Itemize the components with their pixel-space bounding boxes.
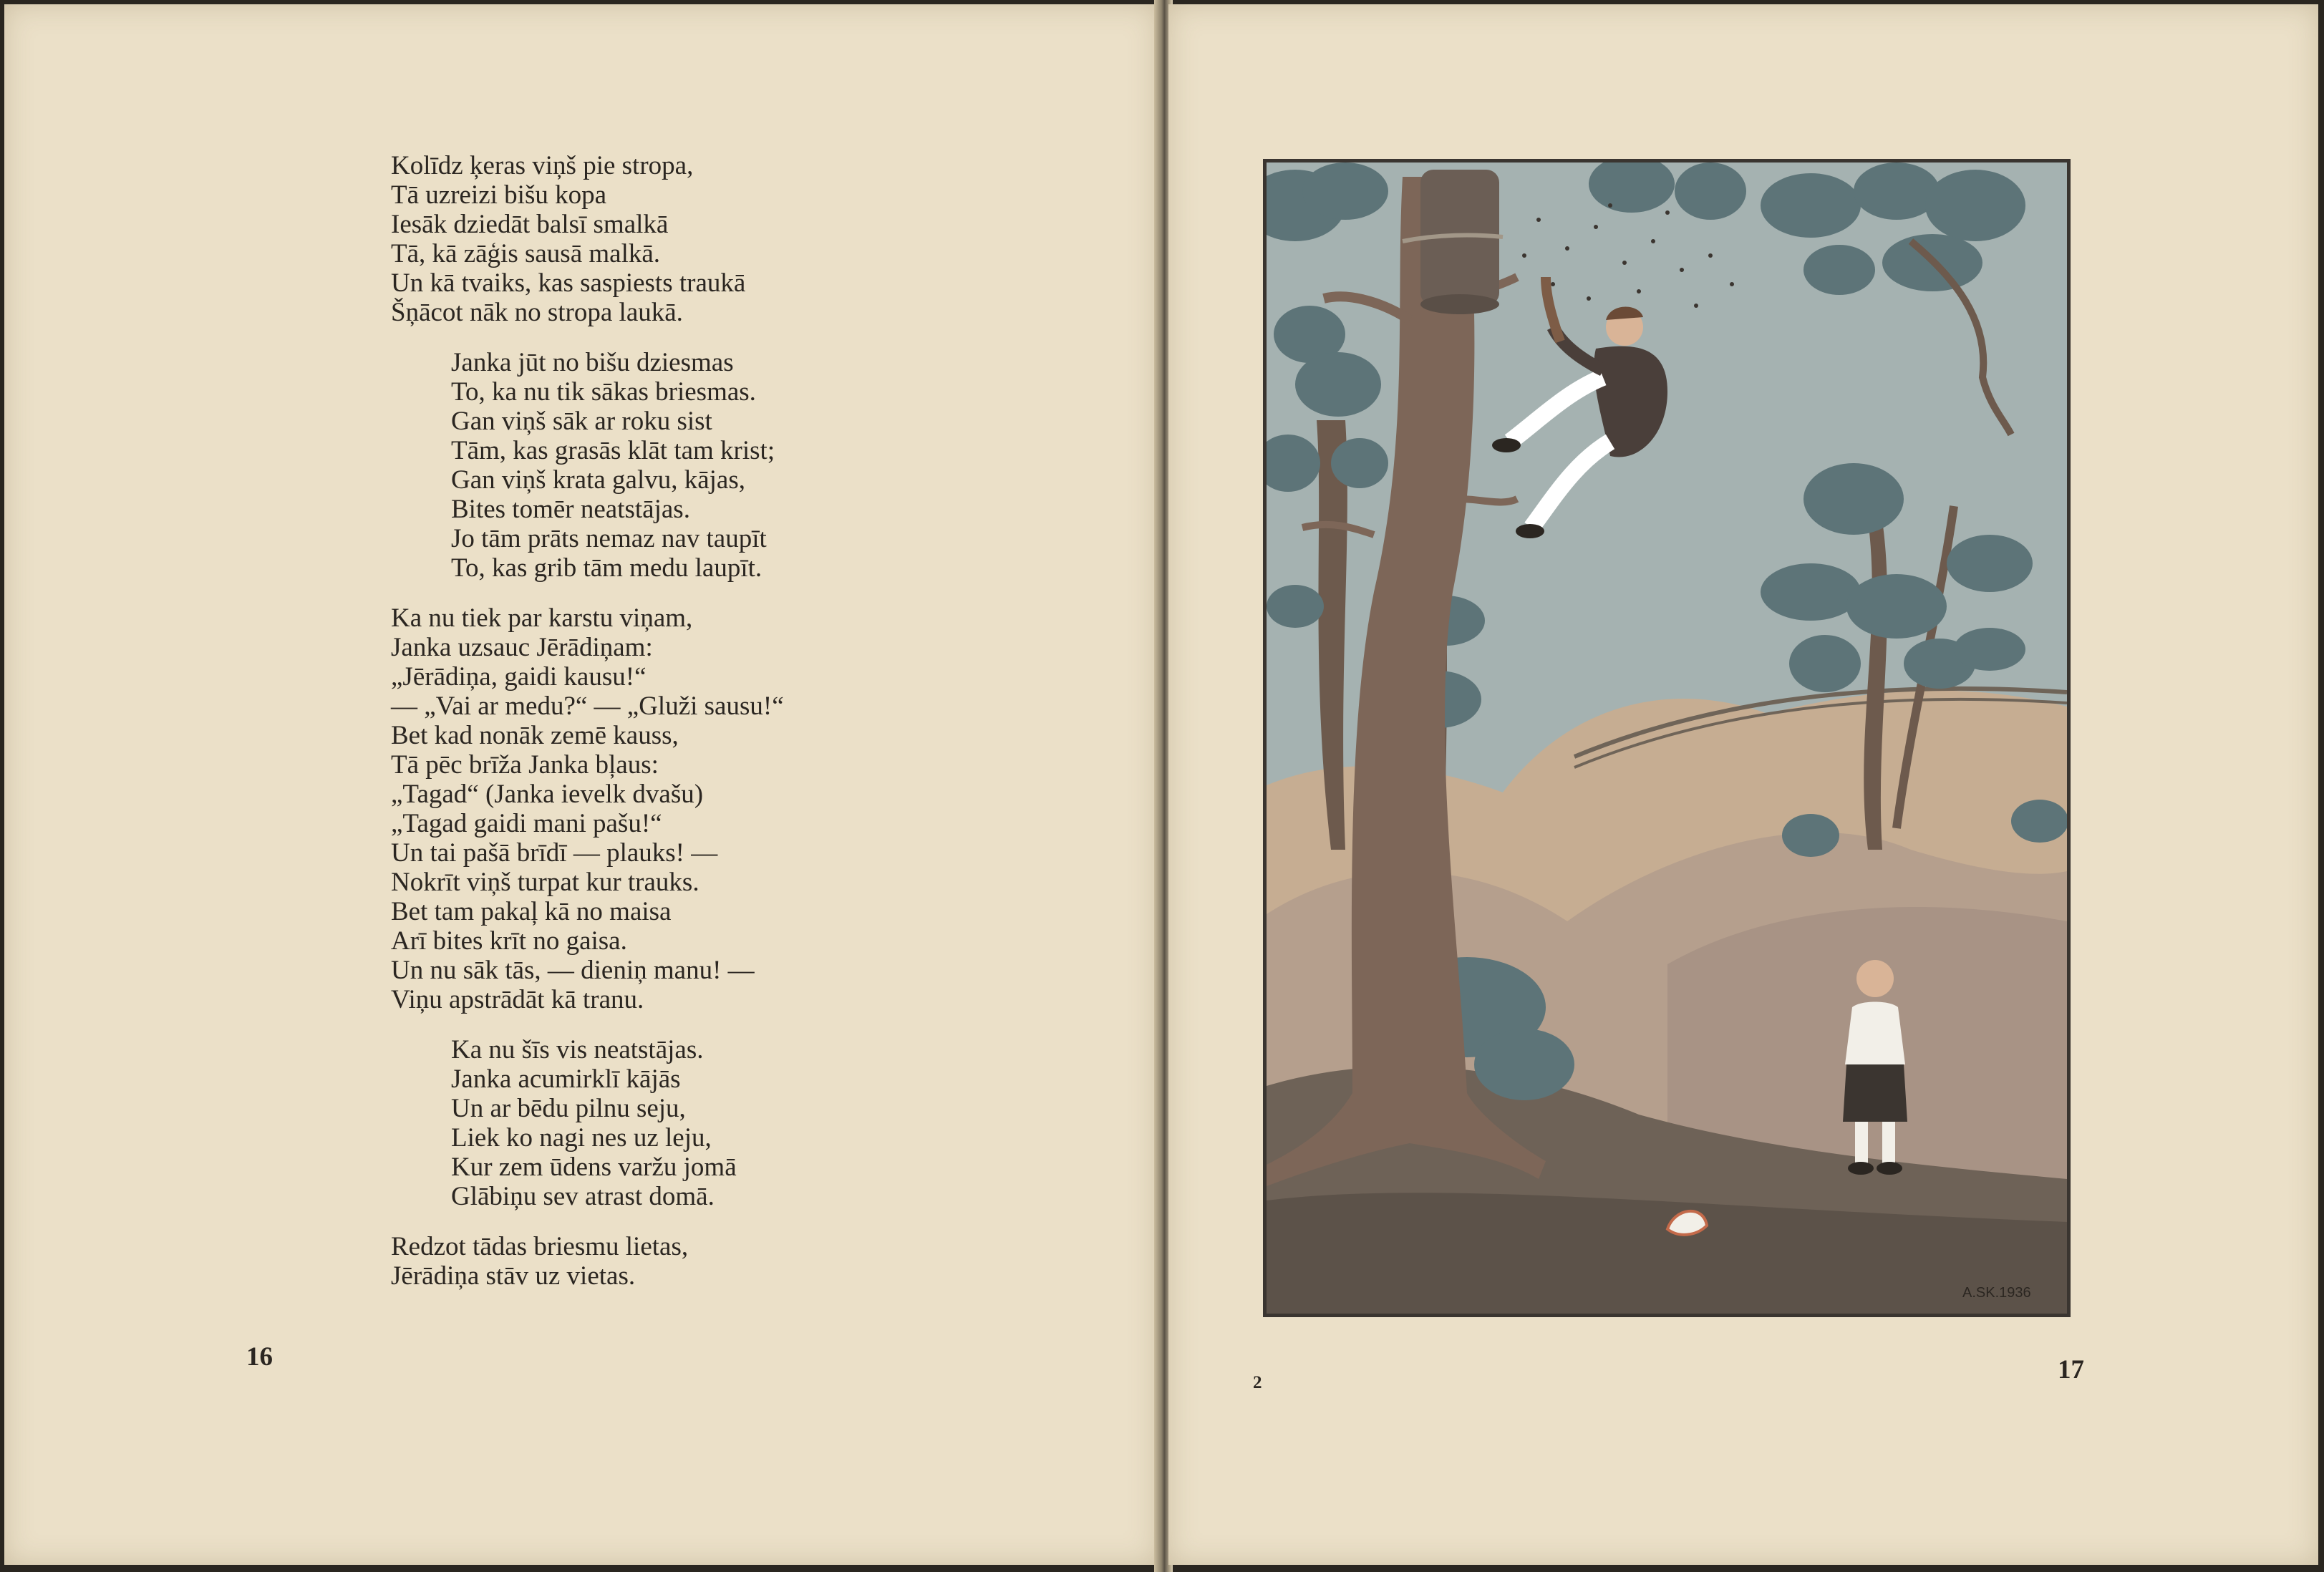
poem-line: Gan viņš sāk ar roku sist [451, 407, 712, 436]
poem-line: Šņācot nāk no stropa laukā. [391, 298, 683, 327]
poem-line: Ka nu tiek par karstu viņam, [391, 603, 693, 633]
poem-line: Nokrīt viņš turpat kur trauks. [391, 868, 699, 897]
branch-stub-right-2 [1460, 499, 1517, 502]
poem-text [391, 151, 1107, 1311]
signature-mark: 2 [1253, 1373, 1262, 1392]
poem-line: — „Vai ar medu?“ — „Gluži sausu!“ [391, 692, 784, 721]
poem-line: Kolīdz ķeras viņš pie stropa, [391, 151, 694, 180]
poem-line: Viņu apstrādāt kā tranu. [391, 985, 644, 1014]
poem-line: Bites tomēr neatstājas. [451, 495, 690, 524]
left-page [4, 4, 1157, 1565]
beehive-bottom [1420, 294, 1499, 314]
poem-line: Un tai pašā brīdī — plauks! — [391, 838, 718, 868]
poem-line: Un ar bēdu pilnu seju, [451, 1094, 686, 1123]
poem-line: Un kā tvaiks, kas saspiests traukā [391, 268, 746, 298]
poem-line: Janka uzsauc Jērādiņam: [391, 633, 653, 662]
stanza-4 [391, 1035, 1107, 1211]
page-number-right: 17 [2058, 1355, 2084, 1384]
poem-line: Janka jūt no bišu dziesmas [451, 348, 734, 377]
poem-line: „Jērādiņa, gaidi kausu!“ [391, 662, 647, 692]
poem-line: Bet tam pakaļ kā no maisa [391, 897, 672, 926]
poem-line: To, ka nu tik sākas briesmas. [451, 377, 756, 407]
page-number-left: 16 [246, 1342, 273, 1372]
poem-line: Jērādiņa stāv uz vietas. [391, 1261, 636, 1291]
poem-line: Liek ko nagi nes uz leju, [451, 1123, 712, 1153]
poem-line: Un nu sāk tās, — dieniņ manu! — [391, 956, 755, 985]
artist-signature: A.SK.1936 [1962, 1285, 2031, 1301]
poem-line: To, kas grib tām medu laupīt. [451, 553, 762, 583]
poem-line: Tām, kas grasās klāt tam krist; [451, 436, 775, 465]
poem-line: „Tagad gaidi mani pašu!“ [391, 809, 662, 838]
stanza-1 [391, 151, 1107, 327]
poem-line: Redzot tādas briesmu lietas, [391, 1232, 689, 1261]
poem-line: Kur zem ūdens varžu jomā [451, 1153, 737, 1182]
illustration-scene [1267, 162, 2067, 1314]
poem-line: Tā uzreizi bišu kopa [391, 180, 607, 210]
poem-line: Arī bites krīt no gaisa. [391, 926, 627, 956]
stanza-5 [391, 1232, 1107, 1291]
poem-line: Bet kad nonāk zemē kauss, [391, 721, 679, 750]
poem-line: Tā pēc brīža Janka bļaus: [391, 750, 659, 780]
poem-line: Tā, kā zāģis sausā malkā. [391, 239, 661, 268]
poem-line: Jo tām prāts nemaz nav taupīt [451, 524, 767, 553]
stanza-3 [391, 603, 1107, 1014]
poem-line: Janka acumirklī kājās [451, 1064, 681, 1094]
poem-line: Iesāk dziedāt balsī smalkā [391, 210, 669, 239]
poem-line: „Tagad“ (Janka ievelk dvašu) [391, 780, 704, 809]
poem-line: Ka nu šīs vis neatstājas. [451, 1035, 704, 1064]
stanza-2 [391, 348, 1107, 583]
poem-line: Gan viņš krata galvu, kājas, [451, 465, 745, 495]
poem-line: Glābiņu sev atrast domā. [451, 1182, 715, 1211]
illustration [1263, 159, 2071, 1317]
